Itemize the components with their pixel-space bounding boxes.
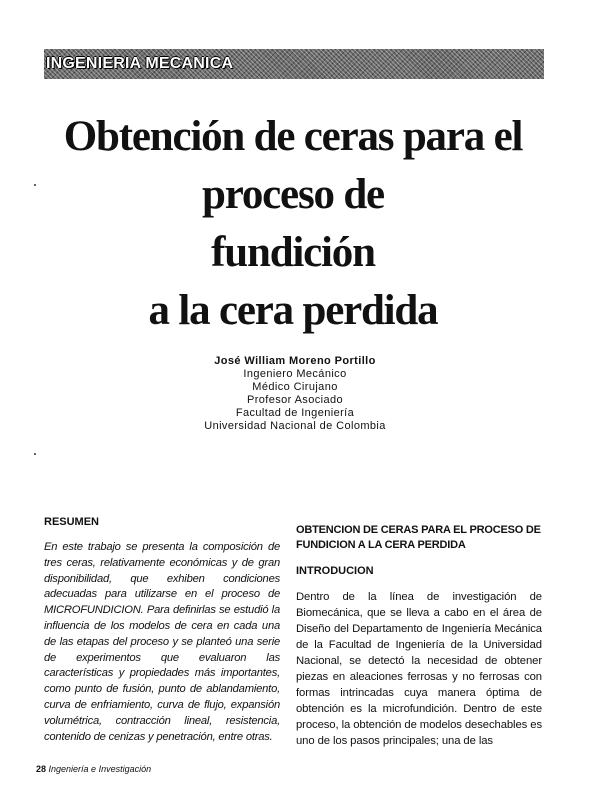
author-affiliation-line: Médico Cirujano (252, 381, 338, 393)
author-affiliation-line: Profesor Asociado (246, 394, 344, 406)
scan-speck (34, 453, 36, 455)
section-label: INGENIERIA MECANICA (46, 55, 234, 72)
introduction-text: Dentro de la línea de investigación de Biomecánica, que se lleva a cabo en el área de Diseño del Departamento de Ingeniería Mecánica de la Facultad de Ingeniería de la Universidad Nacional, se detectó la necesidad de obtener piezas en aleaciones ferrosas y no ferrosas con formas intrincadas cuya manera óptima de obtención es la microfundición. Dentro de este proceso, la obtención de modelos desechables es uno de los pasos principales; una de las (296, 591, 542, 747)
introduction-heading: INTRODUCION (296, 565, 374, 577)
journal-name: Ingeniería e Investigación (48, 764, 152, 774)
page-number: 28 (36, 764, 47, 774)
author-block (150, 355, 440, 433)
author-affiliation-line: Universidad Nacional de Colombia (204, 420, 386, 432)
author-affiliation-line: Facultad de Ingeniería (235, 407, 355, 419)
author-name: José William Moreno Portillo (214, 355, 376, 367)
page-footer (36, 764, 151, 774)
author-affiliation-line: Ingeniero Mecánico (243, 368, 347, 380)
title-line: fundición (211, 229, 375, 276)
abstract-text: En este trabajo se presenta la composición de tres ceras, relativamente económicas y de gran disponibilidad, que exhiben condiciones adecuadas para utilizarse en el proceso de MICROFUNDICION. Para definirlas se estudió la influencia de los modelos de cera en cada una de las etapas del proceso y se planteó una serie de experimentos que evaluaron las características y propiedades más importantes, como punto de fusión, punto de ablandamiento, curva de enfriamiento, curva de flujo, expansión volumétrica, contracción lineal, resistencia, contenido de cenizas y penetración, entre otras. (44, 541, 280, 743)
title-line: proceso de (202, 171, 384, 218)
section-heading: OBTENCION DE CERAS PARA EL PROCESO DE FUNDICION A LA CERA PERDIDA (296, 524, 541, 551)
abstract-heading: RESUMEN (44, 516, 100, 528)
article-title (40, 108, 546, 340)
title-line: a la cera perdida (148, 287, 438, 334)
scan-speck (34, 184, 36, 186)
title-line: Obtención de ceras para el (63, 113, 523, 160)
